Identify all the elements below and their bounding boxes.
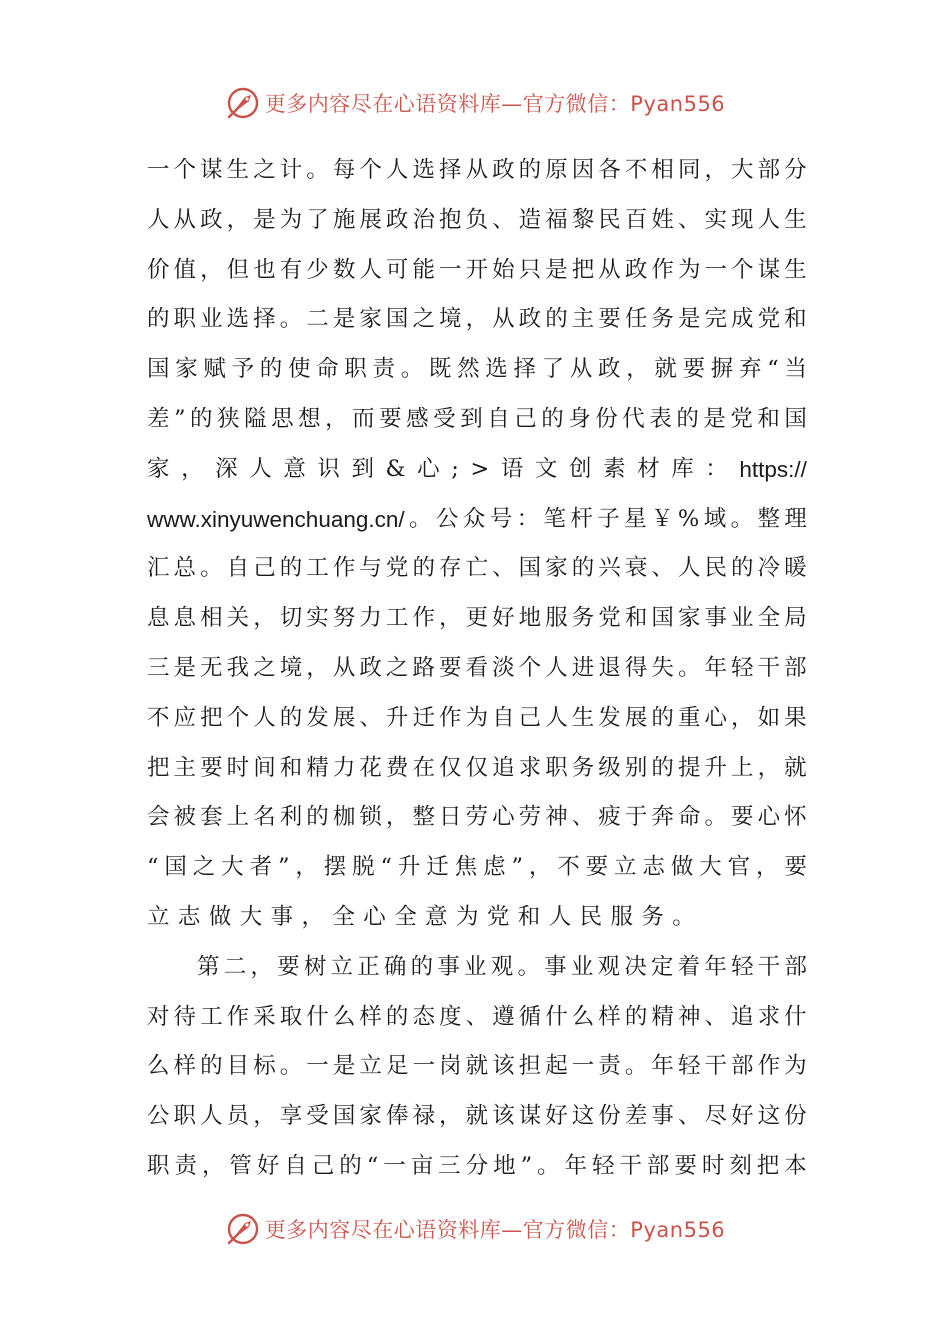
text-line: 么 样 的 目 标 。 一 是 立 足 一 岗 就 该 担 起 一 责 。 年 轻 干 部 作 为 bbox=[147, 1053, 807, 1080]
text-line: 把 主 要 时 间 和 精 力 花 费 在 仅 仅 追 求 职 务 级 别 的 提 升 上 ， 就 bbox=[147, 754, 807, 781]
header-watermark-banner bbox=[0, 83, 950, 123]
watermark-text: 更多内容尽在心语资料库—官方微信：Pyan556 bbox=[264, 1218, 726, 1242]
text-line: 职 责 ， 管 好 自 己 的 “ 一 亩 三 分 地 ” 。 年 轻 干 部 要 时 刻 把 本 bbox=[147, 1152, 807, 1179]
text-line: 息 息 相 关 ， 切 实 努 力 工 作 ， 更 好 地 服 务 党 和 国 家 事 业 全 局 bbox=[147, 605, 807, 632]
pen-nib-logo-icon bbox=[225, 85, 261, 121]
text-line: 价 值 ， 但 也 有 少 数 人 可 能 一 开 始 只 是 把 从 政 作 为 一 个 谋 生 bbox=[147, 256, 807, 283]
text-line: 会 被 套 上 名 利 的 枷 锁 ， 整 日 劳 心 劳 神 、 疲 于 奔 命 。 要 心 怀 bbox=[147, 804, 807, 831]
text-line: 的 职 业 选 择 。 二 是 家 国 之 境 ， 从 政 的 主 要 任 务 是 完 成 党 和 bbox=[147, 306, 807, 333]
text-line: 汇 总 。 自 己 的 工 作 与 党 的 存 亡 、 国 家 的 兴 衰 、 人 民 的 冷 暖 bbox=[147, 555, 807, 582]
text-line: www.xinyuwenchuang.cn/ 。 公 众 号 ： 笔 杆 子 星 ￥ % 域 。 整 理 bbox=[147, 505, 807, 532]
text-line: 人 从 政 ， 是 为 了 施 展 政 治 抱 负 、 造 福 黎 民 百 姓 、 实 现 人 生 bbox=[147, 206, 807, 233]
watermark-text: 更多内容尽在心语资料库—官方微信：Pyan556 bbox=[264, 92, 726, 116]
text-line: 一 个 谋 生 之 计 。 每 个 人 选 择 从 政 的 原 因 各 不 相 同 ， 大 部 分 bbox=[147, 157, 807, 183]
text-line: 对 待 工 作 采 取 什 么 样 的 态 度 、 遵 循 什 么 样 的 精 神 、 追 求 什 bbox=[147, 1003, 807, 1030]
pen-nib-logo-icon bbox=[225, 1211, 261, 1247]
text-line: 三 是 无 我 之 境 ， 从 政 之 路 要 看 淡 个 人 进 退 得 失 。 年 轻 干 部 bbox=[147, 654, 807, 681]
text-line: 公 职 人 员 ， 享 受 国 家 俸 禄 ， 就 该 谋 好 这 份 差 事 、 尽 好 这 份 bbox=[147, 1103, 807, 1130]
footer-watermark-banner bbox=[0, 1209, 950, 1249]
text-line: 不 应 把 个 人 的 发 展 、 升 迁 作 为 自 己 人 生 发 展 的 重 心 ， 如 果 bbox=[147, 704, 807, 731]
text-line: 家 ， 深 人 意 识 到 & 心 ; > 语 文 创 素 材 库 ： https:// bbox=[147, 455, 807, 482]
text-line: “ 国 之 大 者 ” ， 摆 脱 “ 升 迁 焦 虑 ” ， 不 要 立 志 做 大 官 ， 要 bbox=[147, 854, 807, 881]
text-line: 立志做大事，全心全意为党和人民服务。 bbox=[147, 903, 704, 930]
text-line: 国 家 赋 予 的 使 命 职 责 。 既 然 选 择 了 从 政 ， 就 要 摒 弃 “ 当 bbox=[147, 356, 807, 383]
document-body bbox=[147, 146, 807, 1192]
text-line: 差 ” 的 狭 隘 思 想 ， 而 要 感 受 到 自 己 的 身 份 代 表 的 是 党 和 国 bbox=[147, 405, 807, 432]
paragraph-start-line: 第 二 ， 要 树 立 正 确 的 事 业 观 。 事 业 观 决 定 着 年 轻 干 部 bbox=[197, 953, 807, 980]
